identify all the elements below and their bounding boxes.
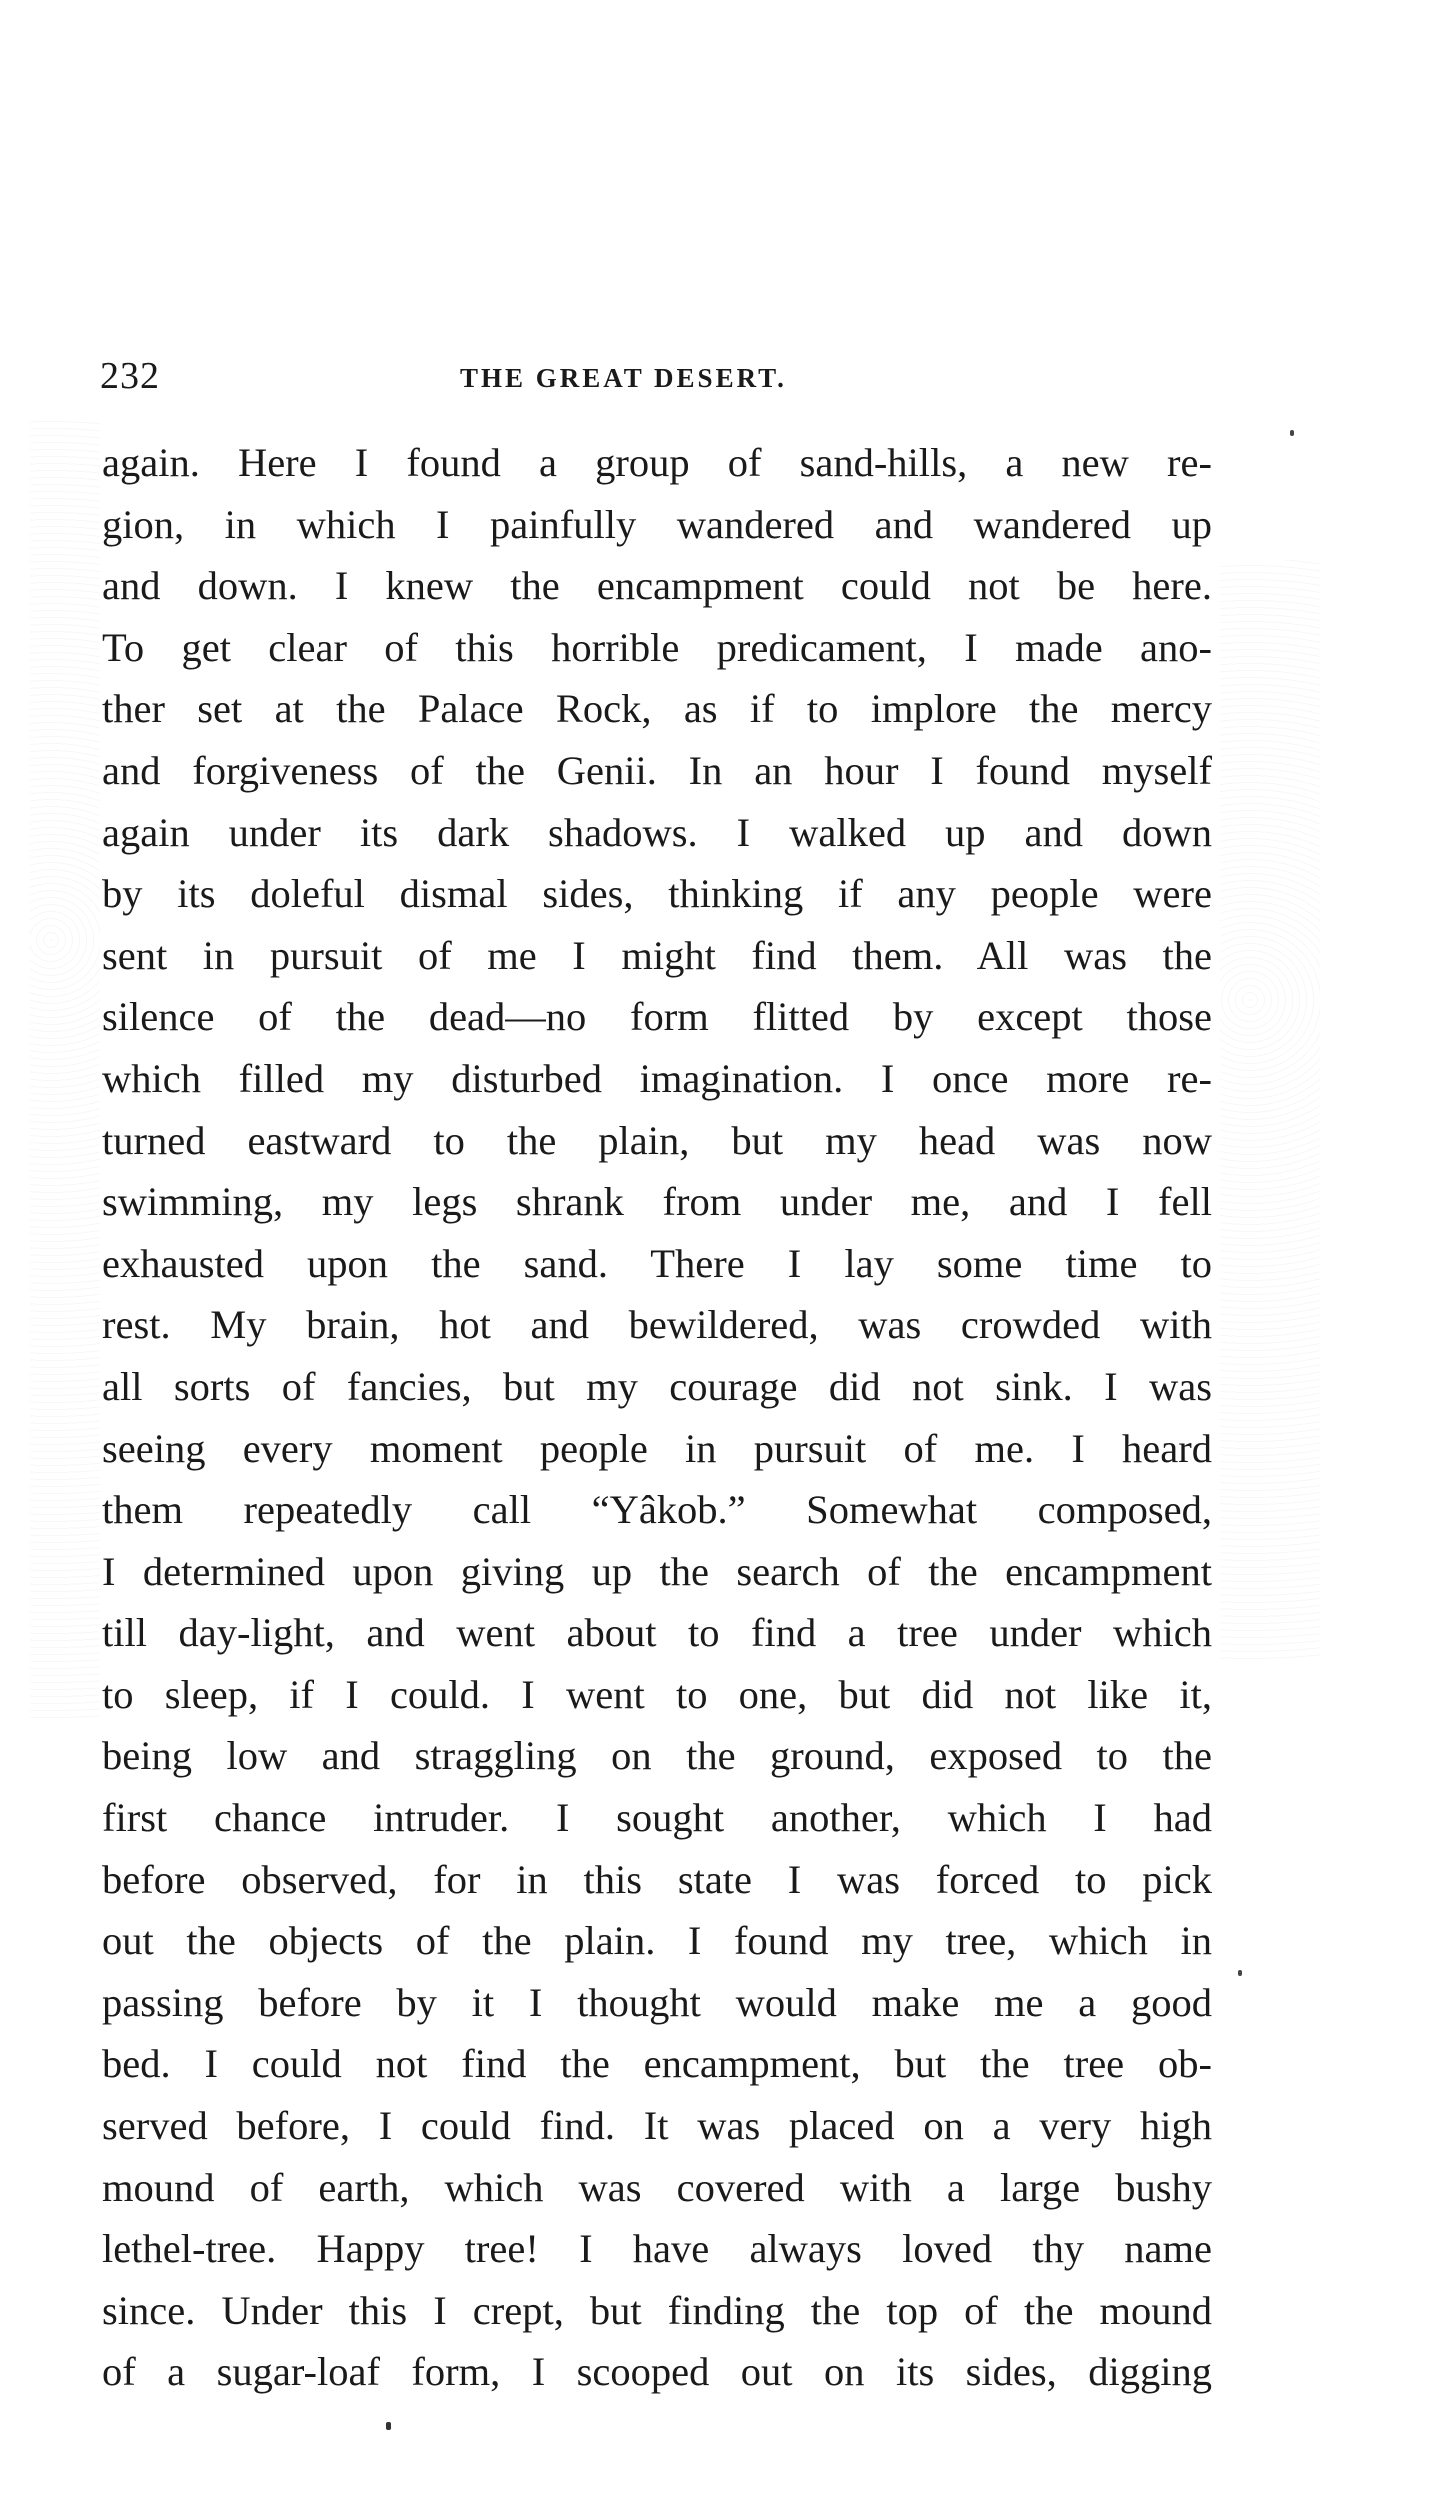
running-title: THE GREAT DESERT. (460, 363, 787, 393)
text-line: of a sugar-loaf form, I scooped out on its sides, digging (102, 2349, 1212, 2395)
running-head (100, 346, 1210, 406)
text-line: ther set at the Palace Rock, as if to implore the mercy (102, 686, 1212, 732)
text-line: and forgiveness of the Genii. In an hour I found myself (102, 747, 1212, 793)
text-line: rest. My brain, hot and bewildered, was crowded with (102, 1302, 1212, 1348)
bleed-through-left (30, 420, 100, 1720)
text-line: again. Here I found a group of sand-hills, a new re- (102, 440, 1212, 485)
ink-speck (1238, 1970, 1242, 1976)
text-line: mound of earth, which was covered with a large bushy (102, 2164, 1212, 2210)
text-line: turned eastward to the plain, but my head was now (102, 1117, 1212, 1163)
text-line: which filled my disturbed imagination. I once more re- (102, 1055, 1212, 1101)
text-line: lethel-tree. Happy tree! I have always loved thy name (102, 2226, 1212, 2272)
text-line: bed. I could not find the encampment, but the tree ob- (102, 2041, 1212, 2087)
text-line: till day-light, and went about to find a tree under which (102, 1610, 1212, 1656)
text-line: seeing every moment people in pursuit of me. I heard (102, 1425, 1212, 1471)
bleed-through-right (1220, 560, 1320, 1660)
text-line: by its doleful dismal sides, thinking if any people were (102, 871, 1212, 917)
text-line: to sleep, if I could. I went to one, but did not like it, (102, 1671, 1212, 1717)
text-line: being low and straggling on the ground, exposed to the (102, 1733, 1212, 1779)
text-line: I determined upon giving up the search of the encampment (102, 1548, 1212, 1594)
text-line: sent in pursuit of me I might find them. All was the (102, 932, 1212, 978)
text-line: them repeatedly call “Yâkob.” Somewhat composed, (102, 1487, 1212, 1533)
body-text (102, 432, 1212, 2403)
text-line: swimming, my legs shrank from under me, and I fell (102, 1179, 1212, 1225)
text-line: gion, in which I painfully wandered and wandered up (102, 501, 1212, 547)
text-line: before observed, for in this state I was forced to pick (102, 1856, 1212, 1902)
text-line: served before, I could find. It was placed on a very high (102, 2103, 1212, 2149)
text-line: all sorts of fancies, but my courage did not sink. I was (102, 1363, 1212, 1409)
text-line: out the objects of the plain. I found my tree, which in (102, 1918, 1212, 1964)
text-line: first chance intruder. I sought another, which I had (102, 1795, 1212, 1841)
text-line: exhausted upon the sand. There I lay some time to (102, 1240, 1212, 1286)
text-line: silence of the dead—no form flitted by except those (102, 994, 1212, 1040)
ink-speck (386, 2422, 391, 2430)
page-number: 232 (100, 355, 160, 397)
text-line: since. Under this I crept, but finding the top of the mound (102, 2287, 1212, 2333)
text-line: and down. I knew the encampment could not be here. (102, 563, 1212, 609)
ink-speck (1290, 430, 1294, 436)
text-line: passing before by it I thought would make me a good (102, 1979, 1212, 2025)
text-line: To get clear of this horrible predicament, I made ano- (102, 624, 1212, 670)
text-line: again under its dark shadows. I walked up and down (102, 809, 1212, 855)
